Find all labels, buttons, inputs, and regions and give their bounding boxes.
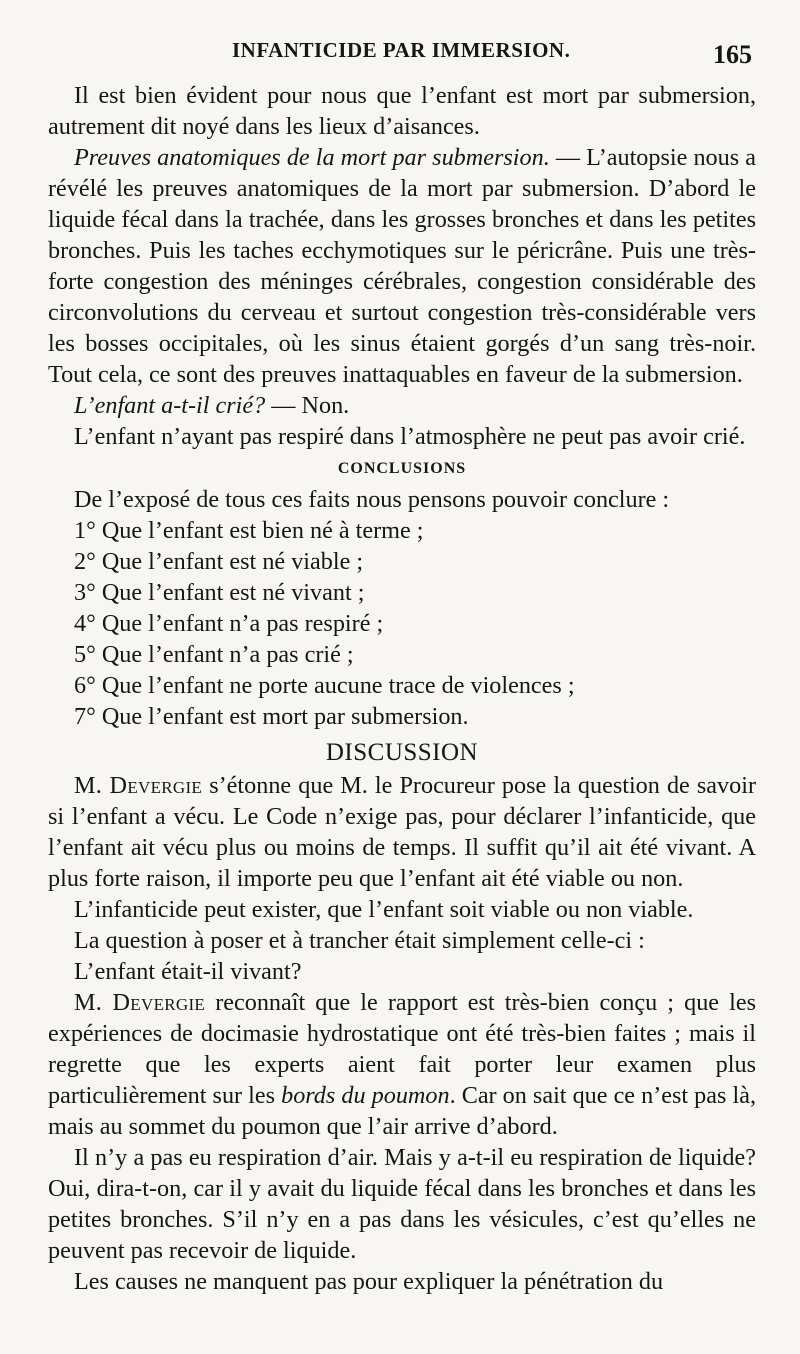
paragraph-cried: [48, 390, 756, 421]
list-item: 1° Que l’enfant est bien né à terme ;: [74, 517, 424, 544]
discussion-paragraph: L’infanticide peut exister, que l’enfant soit viable ou non viable.: [74, 896, 694, 923]
discussion-paragraph: [48, 770, 756, 894]
paragraph: Il est bien évident pour nous que l’enfant est mort par submersion, autrement dit noyé dans les lieux d’aisances.: [48, 82, 756, 140]
paragraph-text: reconnaît que le rapport est très-bien conçu ; que les expériences de docimasie hydrostatique ont été très-bien faites ; mais il regrette que les experts aient fait porter leur examen plus particulièrement sur les: [48, 989, 756, 1109]
paragraph-text: s’étonne que M. le Procureur pose la question de savoir si l’enfant a vécu. Le Code n’exige pas, pour déclarer l’infanticide, que l’enfant ait vécu plus ou moins de temps. Il suffit qu’il ait été vivant. A plus forte raison, il importe peu que l’enfant ait été viable ou non.: [48, 772, 756, 892]
discussion-paragraph: La question à poser et à trancher était simplement celle-ci :: [74, 927, 645, 954]
discussion-paragraph: [48, 987, 756, 1142]
discussion-paragraph: Il n’y a pas eu respiration d’air. Mais y a-t-il eu respiration de liquide? Oui, dira-t-on, car il y avait du liquide fécal dans les bronches et dans les petites bronches. S’il n’y en a pas dans les vésicules, c’est qu’elles ne peuvent pas recevoir de liquide.: [48, 1144, 756, 1264]
paragraph-text: — Non.: [265, 392, 350, 419]
list-item: 4° Que l’enfant n’a pas respiré ;: [74, 610, 384, 637]
page-header: [0, 36, 800, 76]
page-number: 165: [713, 40, 752, 69]
list-item: 3° Que l’enfant est né vivant ;: [74, 579, 365, 606]
running-title: INFANTICIDE PAR IMMERSION.: [232, 38, 571, 62]
list-item: 6° Que l’enfant ne porte aucune trace de violences ;: [74, 672, 575, 699]
paragraph-text: — L’autopsie nous a révélé les preuves anatomiques de la mort par submersion. D’abord le liquide fécal dans la trachée, dans les grosses bronches et dans les petites bronches. Puis les taches ecchymotiques sur le péricrâne. Puis une très-forte congestion des méninges cérébrales, congestion considérable des circonvolutions du cerveau et surtout congestion très-considérable vers les bosses occipitales, où les sinus étaient gorgés d’un sang très-noir. Tout cela, ce sont des preuves inattaquables en faveur de la submersion.: [48, 144, 756, 388]
paragraph-anatomical-proofs: [48, 142, 756, 390]
page-body: [48, 80, 756, 1297]
italic-lead: L’enfant a-t-il crié?: [74, 392, 266, 419]
discussion-heading: DISCUSSION: [325, 739, 479, 766]
list-item: 2° Que l’enfant est né viable ;: [74, 548, 364, 575]
paragraph: L’enfant n’ayant pas respiré dans l’atmosphère ne peut pas avoir crié.: [74, 423, 746, 450]
conclusions-intro: De l’exposé de tous ces faits nous pensons pouvoir conclure :: [74, 486, 670, 513]
paragraph-text: . Car on sait que ce n’est pas là, mais au sommet du poumon que l’air arrive d’abord.: [48, 1082, 756, 1140]
list-item: 5° Que l’enfant n’a pas crié ;: [74, 641, 354, 668]
speaker-name: M. Devergie: [74, 772, 203, 799]
list-item: 7° Que l’enfant est mort par submersion.: [74, 703, 469, 730]
italic-phrase: bords du poumon: [281, 1082, 450, 1109]
italic-lead: Preuves anatomiques de la mort par submersion.: [74, 144, 550, 171]
conclusions-list: [48, 515, 756, 732]
conclusions-heading: CONCLUSIONS: [337, 460, 467, 477]
speaker-name: M. Devergie: [74, 989, 206, 1016]
discussion-paragraph: Les causes ne manquent pas pour expliquer la pénétration du: [74, 1268, 664, 1295]
discussion-paragraph: L’enfant était-il vivant?: [74, 958, 302, 985]
